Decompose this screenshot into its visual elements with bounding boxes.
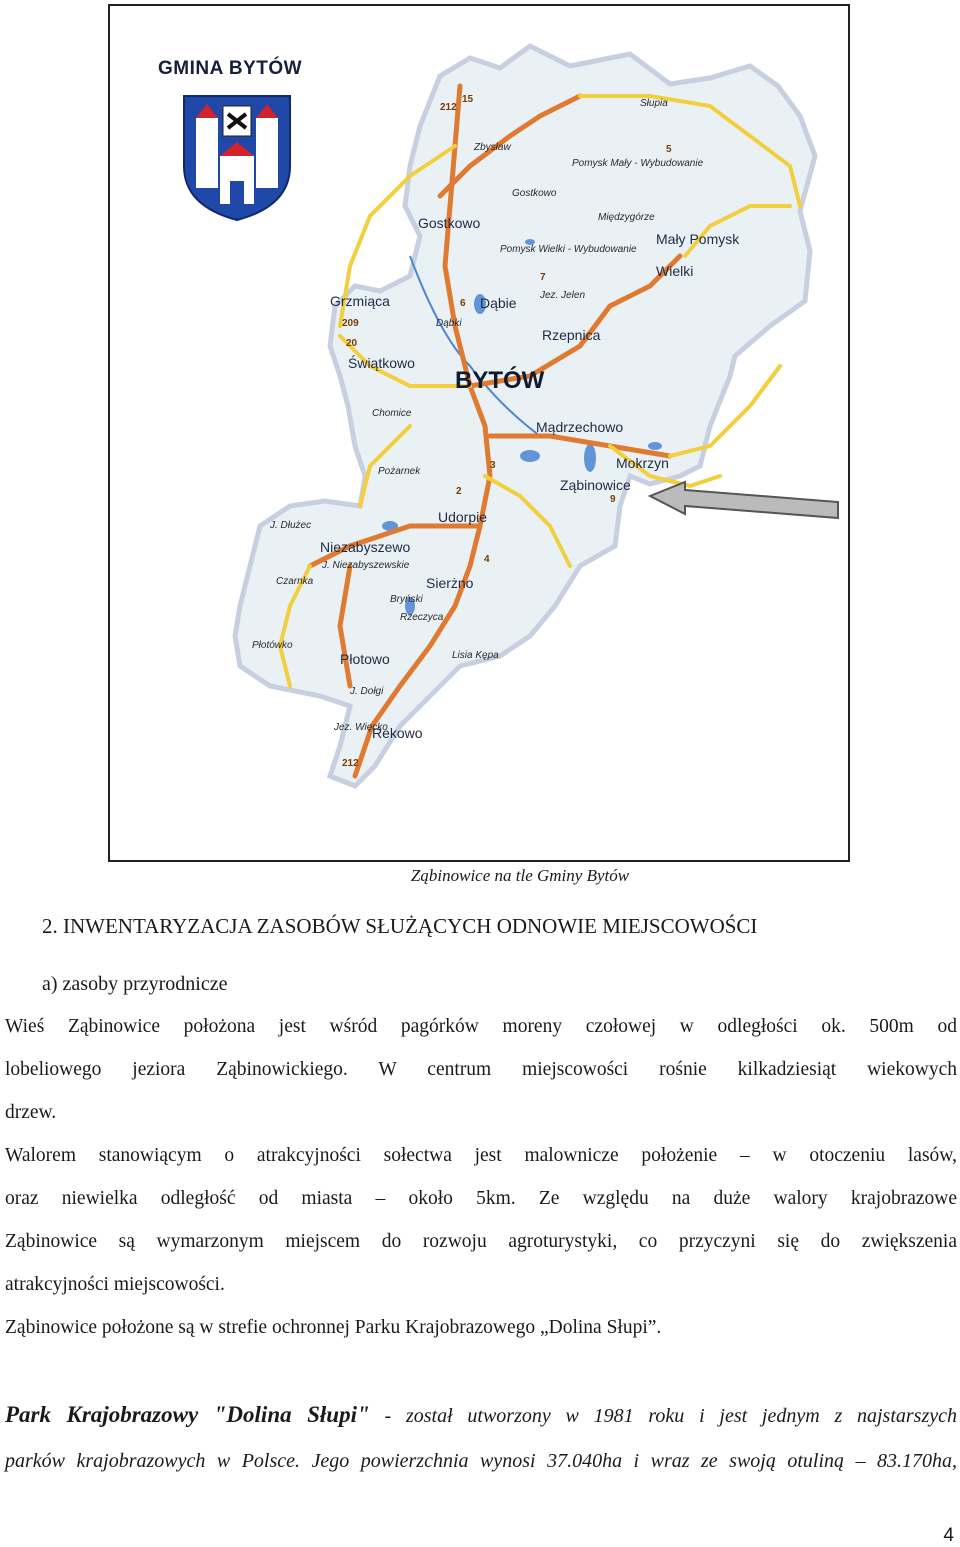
road-number: 5	[666, 144, 672, 155]
page-number: 4	[943, 1525, 954, 1546]
map-label-town: Gostkowo	[418, 215, 481, 231]
map-label-town: Mądrzechowo	[536, 419, 624, 435]
road-number: 20	[346, 338, 358, 349]
park-description: - został utworzony w 1981 roku i jest jednym z najstarszych	[369, 1405, 957, 1427]
paragraph-line: lobeliowego jeziora Ząbinowickiego. W centrum miejscowości rośnie kilkadziesiąt wiekowych	[5, 1059, 957, 1080]
map-label-village: J. Dłużec	[270, 520, 312, 531]
map-image	[108, 4, 850, 862]
road-number: 9	[610, 494, 616, 505]
map-label-town: Udorpie	[438, 509, 488, 525]
figure-caption: Ząbinowice na tle Gminy Bytów	[410, 866, 630, 885]
map-label-village: Zbysław	[474, 142, 511, 153]
map-label-village: Chomice	[372, 408, 412, 419]
paragraph-line: atrakcyjności miejscowości.	[5, 1274, 225, 1295]
map-label-town: Rzepnica	[542, 327, 601, 343]
map-label-village: Pomysk Mały - Wybudowanie	[572, 158, 704, 169]
map-label-village: Jez. Jelen	[540, 290, 586, 301]
map-label-village: Jez. Więcko	[334, 722, 388, 733]
section-heading: 2. INWENTARYZACJA ZASOBÓW SŁUŻĄCYCH ODNOWIE MIEJSCOWOŚCI	[42, 914, 758, 938]
map-label-town: Świątkowo	[348, 355, 415, 371]
map-title: GMINA BYTÓW	[158, 58, 303, 79]
map-label-village: Gostkowo	[512, 188, 557, 199]
map-label-town: Niezabyszewo	[320, 539, 411, 555]
road-number: 212	[342, 758, 359, 769]
map-label-town: Sierżno	[426, 575, 474, 591]
map-label-town: Mały Pomysk	[656, 231, 740, 247]
map-label-village: J. Dołgi	[350, 686, 384, 697]
map-label-village: Płotówko	[252, 640, 293, 651]
map-label-village: Międzygórze	[598, 212, 655, 223]
map-label-village: Dąbki	[436, 318, 462, 329]
paragraph-line: Walorem stanowiącym o atrakcyjności sołectwa jest malownicze położenie – w otoczeniu lasów,	[5, 1145, 957, 1166]
map-label-town: Wielki	[656, 263, 694, 279]
paragraph-line: Ząbinowice są wymarzonym miejscem do rozwoju agroturystyki, co przyczyni się do zwiększenia	[5, 1231, 957, 1252]
park-paragraph-line: parków krajobrazowych w Polsce. Jego powierzchnia wynosi 37.040ha i wraz ze swoją otuliną – 83.170ha,	[5, 1450, 957, 1472]
map-label-bytow: BYTÓW	[455, 367, 545, 394]
road-number: 2	[456, 486, 462, 497]
park-paragraph-line	[5, 1392, 957, 1439]
location-arrow	[650, 482, 838, 518]
map-label-town: Mokrzyn	[616, 455, 669, 471]
gmina-area	[235, 46, 815, 786]
gmina-coat-of-arms	[184, 96, 290, 220]
subsection-heading: a) zasoby przyrodnicze	[42, 973, 228, 995]
paragraph-line: Ząbinowice położone są w strefie ochronnej Parku Krajobrazowego „Dolina Słupi”.	[5, 1317, 662, 1338]
map-label-town: Dąbie	[480, 295, 517, 311]
map-label-village: Rzeczyca	[400, 612, 444, 623]
map-label-village: Bryński	[390, 594, 423, 605]
map-label-village: J. Niezabyszewskie	[322, 560, 410, 571]
map-label-village: Lisia Kępa	[452, 650, 499, 661]
map-label-village: Pomysk Wielki - Wybudowanie	[500, 244, 637, 255]
road-number: 3	[490, 460, 496, 471]
map-label-town: Rekowo	[372, 725, 423, 741]
park-name: Park Krajobrazowy "Dolina Słupi"	[5, 1402, 370, 1427]
road-number: 212	[440, 102, 457, 113]
map-label-village: Czarnka	[276, 576, 314, 587]
map-label-town: Płotowo	[340, 651, 390, 667]
map-label-town: Ząbinowice	[560, 477, 631, 493]
road-number: 7	[540, 272, 546, 283]
road-number: 15	[462, 94, 474, 105]
road-number: 6	[460, 298, 466, 309]
paragraph-line: drzew.	[5, 1102, 57, 1123]
map-label-village: Pożarnek	[378, 466, 421, 477]
gmina-map	[110, 6, 848, 860]
paragraph-line: oraz niewielka odległość od miasta – około 5km. Ze względu na duże walory krajobrazowe	[5, 1188, 957, 1209]
map-label-village: Słupia	[640, 98, 668, 109]
paragraph-line: Wieś Ząbinowice położona jest wśród pagórków moreny czołowej w odległości ok. 500m od	[5, 1016, 957, 1037]
road-number: 209	[342, 318, 359, 329]
road-number: 4	[484, 554, 490, 565]
map-label-town: Grzmiąca	[330, 293, 390, 309]
